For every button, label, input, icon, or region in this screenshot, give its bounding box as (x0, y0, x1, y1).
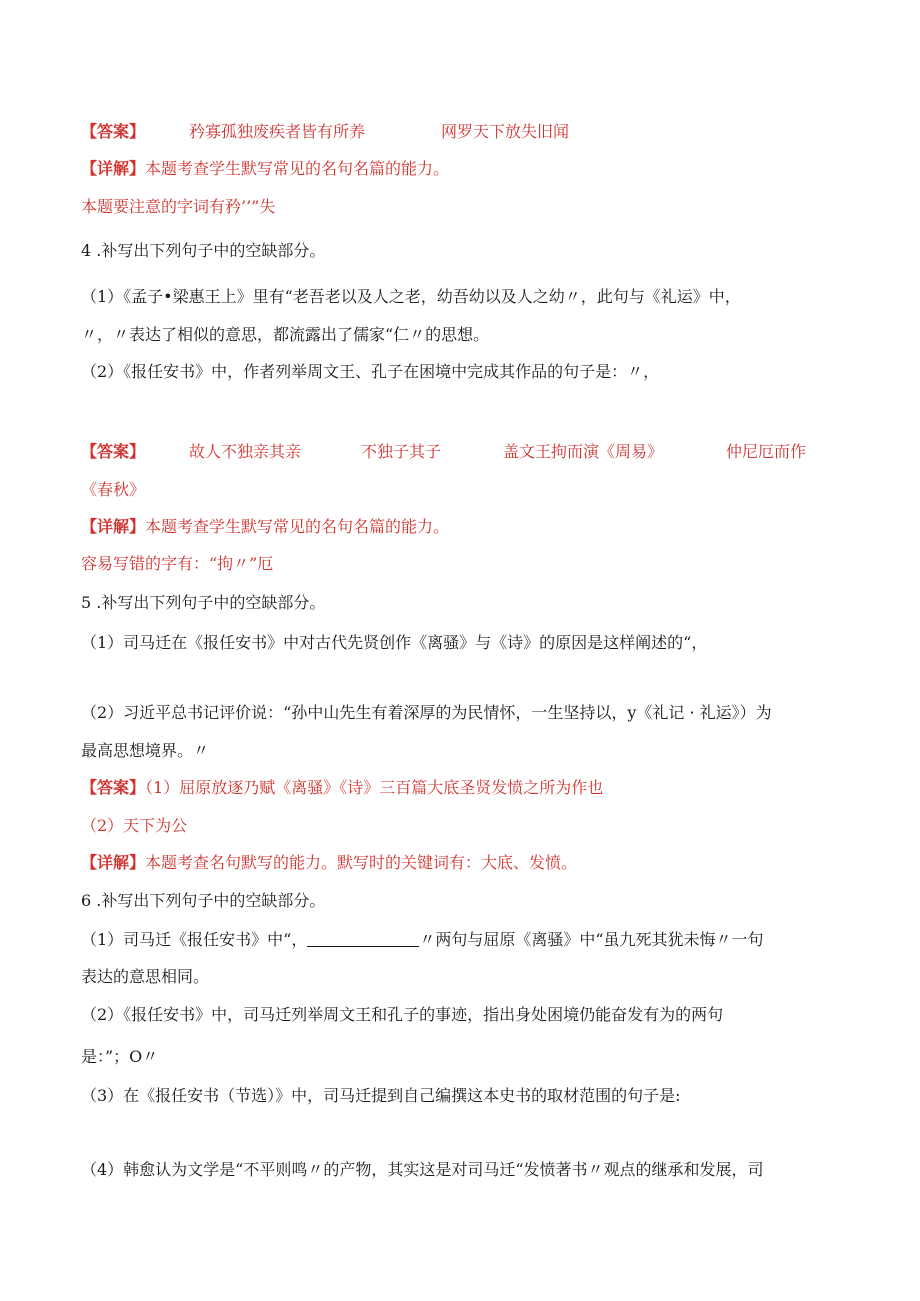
question-part: （1）《孟子•梁惠王上》里有“老吾老以及人之老，幼吾幼以及人之幼〃，此句与《礼运》中， (81, 287, 741, 306)
answer-row (81, 121, 570, 143)
answer-tag: 【答案】 (81, 442, 146, 461)
answer-item: （1）屈原放逐乃赋《离骚》《诗》三百篇大底圣贤发愤之所为作也 (145, 778, 604, 797)
detail-tag: 【详解】 (81, 159, 146, 178)
question-part: 表达的意思相同。 (81, 967, 210, 986)
question-part: 最高思想境界。〃 (81, 741, 210, 760)
detail-row (81, 158, 449, 180)
question-title: 6 .补写出下列句子中的空缺部分。 (81, 891, 326, 910)
detail-row (81, 852, 577, 874)
question-part: （3）在《报任安书（节选）》中，司马迁提到自己编撰这本史书的取材范围的句子是: (81, 1086, 681, 1105)
answer-item: 仲尼厄而作 (726, 442, 807, 461)
question-title: 4 .补写出下列句子中的空缺部分。 (81, 241, 326, 260)
answer-continuation: 《春秋》 (81, 480, 146, 499)
answer-item: 网罗天下放失旧闻 (441, 122, 570, 141)
question-part (81, 929, 764, 951)
answer-row (81, 777, 603, 799)
question-part: 〃，〃表达了相似的意思，都流露出了儒家“仁〃的思想。 (81, 325, 490, 344)
answer-item: 故人不独亲其亲 (189, 442, 302, 461)
detail-note: 容易写错的字有：“拘〃”厄 (81, 554, 274, 573)
question-part: （1）司马迁在《报任安书》中对古代先贤创作《离骚》与《诗》的原因是这样阐述的“， (81, 633, 708, 652)
answer-item: （2）天下为公 (81, 816, 188, 835)
question-part: 是：”；O〃 (81, 1047, 159, 1066)
question-part: （2）《报任安书》中，司马迁列举周文王和孔子的事迹，指出身处困境仍能奋发有为的两句 (81, 1005, 724, 1024)
detail-text: 本题考查学生默写常见的名句名篇的能力。 (145, 159, 450, 178)
detail-note: 本题要注意的字词有矜’’”失 (81, 197, 276, 216)
question-part: （2）习近平总书记评价说：“孙中山先生有着深厚的为民情怀，一生坚持以，y《礼记 · 礼运》）为 (81, 703, 772, 722)
answer-tag: 【答案】 (81, 778, 146, 797)
question-text: （1）司马迁《报任安书》中“， (81, 930, 308, 949)
answer-item: 矜寡孤独废疾者皆有所养 (189, 122, 366, 141)
question-title: 5 .补写出下列句子中的空缺部分。 (81, 593, 326, 612)
answer-row (81, 441, 807, 463)
detail-row (81, 516, 449, 538)
answer-item: 不独子其子 (361, 442, 442, 461)
detail-text: 本题考查名句默写的能力。默写时的关键词有：大底、发愤。 (145, 853, 578, 872)
detail-text: 本题考查学生默写常见的名句名篇的能力。 (145, 517, 450, 536)
detail-tag: 【详解】 (81, 853, 146, 872)
detail-tag: 【详解】 (81, 517, 146, 536)
question-text: 〃两句与屈原《离骚》中“虽九死其犹未悔〃一句 (419, 930, 764, 949)
question-part: （2）《报任安书》中，作者列举周文王、孔子在困境中完成其作品的句子是：〃， (81, 362, 660, 381)
question-part: （4）韩愈认为文学是“不平则鸣〃的产物，其实这是对司马迁“发愤著书〃观点的继承和发展，司 (81, 1160, 764, 1179)
answer-tag: 【答案】 (81, 122, 146, 141)
fill-blank[interactable] (307, 930, 419, 947)
answer-item: 盖文王拘而演《周易》 (503, 442, 664, 461)
